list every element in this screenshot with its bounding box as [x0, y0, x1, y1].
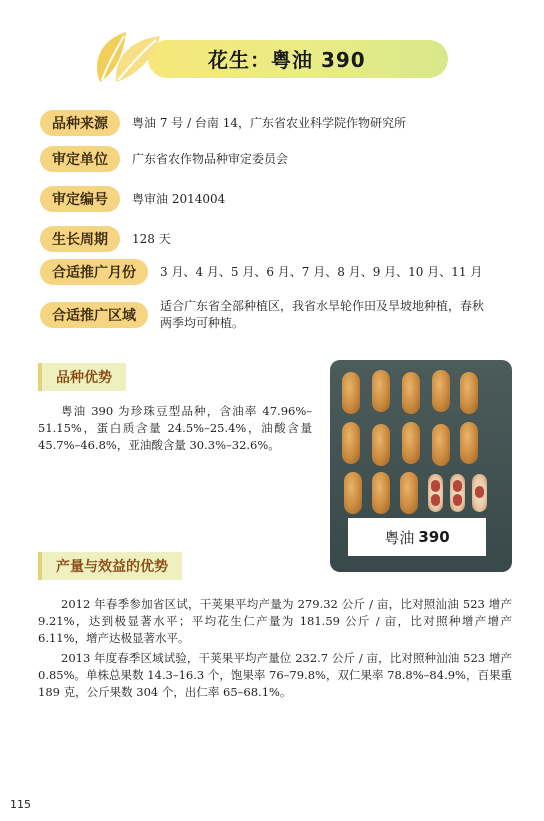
info-row-region: [40, 298, 490, 332]
peanut-photo: [330, 360, 512, 572]
peanut-kernel: [453, 494, 462, 506]
yield-paragraph-1: 2012 年春季参加省区试，干荚果平均产量为 279.32 公斤 / 亩，比对照汕油 523 增产 9.21%，达到极显著水平；平均花生仁产量为 181.59 公斤 / 亩，比对照种增产增产 6.11%，增产达极显著水平。: [38, 597, 512, 645]
info-value: 广东省农作物品种审定委员会: [132, 151, 289, 166]
peanut: [342, 422, 360, 464]
peanut: [372, 424, 390, 466]
info-row-approval-unit: [40, 146, 288, 172]
peanut: [432, 424, 450, 466]
peanut: [460, 422, 478, 464]
yield-paragraph-2: 2013 年度春季区域试验，干荚果平均产量位 232.7 公斤 / 亩，比对照种汕油 523 增产 0.85%。单株总果数 14.3–16.3 个，饱果率 76–79.8%，双仁果率 78.8%–84.9%，百果重 189 克，公斤果数 304 个，出仁率 65–68.1%。: [38, 651, 512, 699]
advantage-paragraph: 粤油 390 为珍珠豆型品种，含油率 47.96%–51.15%，蛋白质含量 24.5%–25.4%，油酸含量 45.7%–46.8%，亚油酸含量 30.3%–32.6%。: [38, 404, 312, 452]
page-number: 115: [10, 798, 31, 811]
info-row-months: [40, 259, 490, 285]
info-label: 审定编号: [40, 186, 120, 212]
info-label: 品种来源: [40, 110, 120, 136]
info-label: 审定单位: [40, 146, 120, 172]
peanut: [432, 370, 450, 412]
peanut: [372, 472, 390, 514]
info-label: 合适推广月份: [40, 259, 148, 285]
peanut: [400, 472, 418, 514]
peanut: [372, 370, 390, 412]
info-value: 粤审油 2014004: [132, 191, 226, 206]
info-row-growth-cycle: [40, 226, 171, 252]
info-row-approval-number: [40, 186, 225, 212]
peanut-kernel: [431, 480, 440, 492]
peanut: [460, 372, 478, 414]
section-heading-yield: 产量与效益的优势: [38, 552, 182, 580]
peanut-kernel: [431, 494, 440, 506]
peanut: [344, 472, 362, 514]
photo-label-code: 390: [418, 528, 450, 546]
info-label: 生长周期: [40, 226, 120, 252]
info-value: 适合广东省全部种植区，我省水旱轮作田及旱坡地种植，春秋两季均可种植。: [160, 299, 485, 330]
info-value: 粤油 7 号 / 台南 14，广东省农业科学院作物研究所: [132, 115, 407, 130]
photo-label-name: 粤油: [384, 528, 415, 547]
section-heading-advantage: 品种优势: [38, 363, 126, 391]
peanut-kernel: [475, 486, 484, 498]
peanut-kernel: [453, 480, 462, 492]
info-label: 合适推广区域: [40, 302, 148, 328]
peanut: [342, 372, 360, 414]
title-banner: [88, 26, 450, 88]
page-title: 花生：粤油 390: [208, 48, 366, 72]
info-value: 3 月、4 月、5 月、6 月、7 月、8 月、9 月、10 月、11 月: [160, 264, 483, 279]
info-row-source: [40, 110, 406, 136]
leaf-logo-icon: [88, 26, 168, 86]
info-value: 128 天: [132, 231, 171, 246]
peanut: [402, 422, 420, 464]
photo-label: [348, 518, 486, 556]
peanut: [402, 372, 420, 414]
